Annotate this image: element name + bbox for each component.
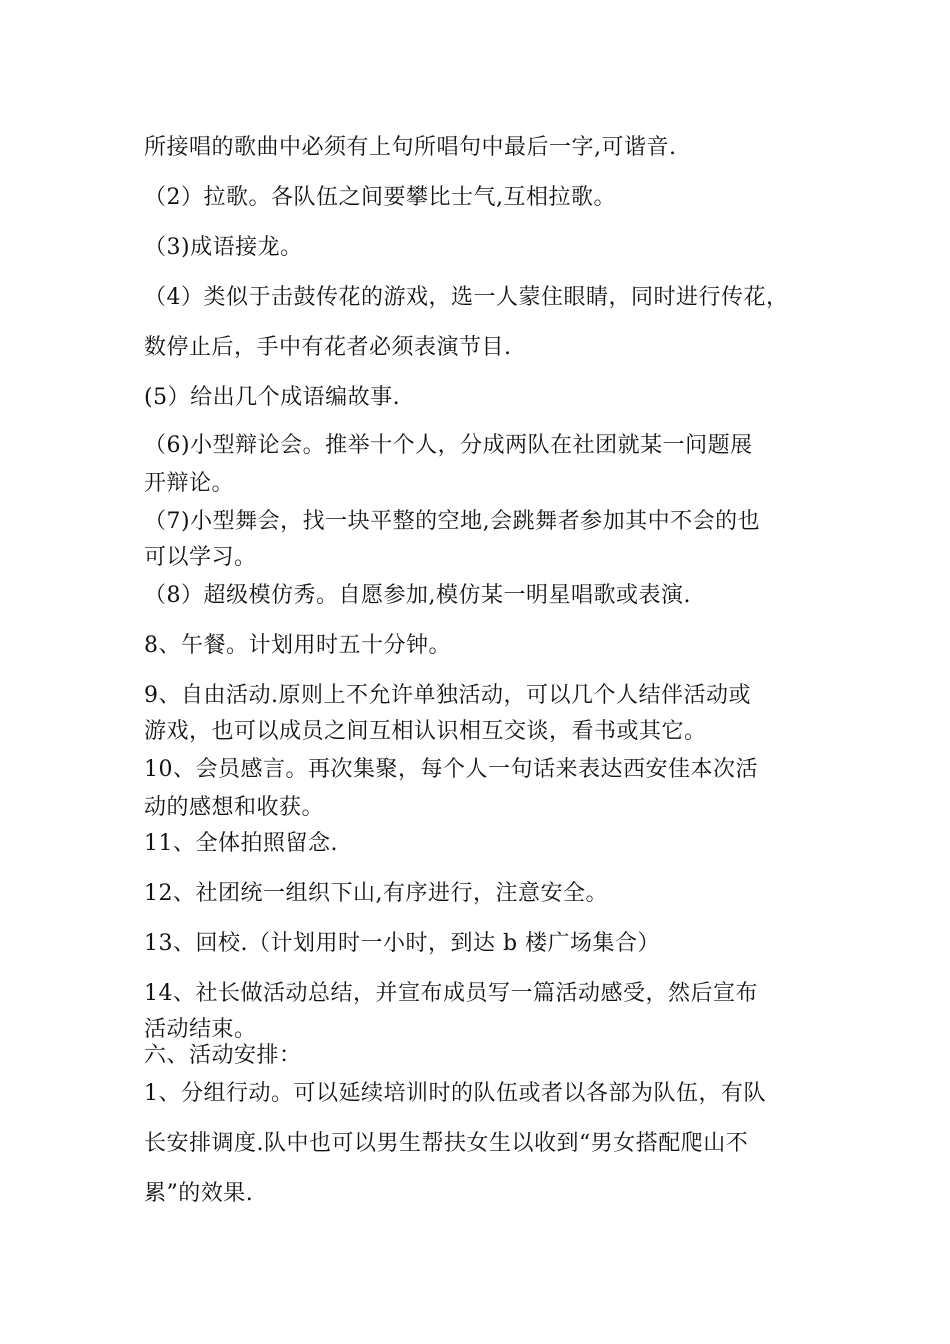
text-line: 长安排调度.队中也可以男生帮扶女生以收到“男女搭配爬山不 (144, 1131, 749, 1156)
text-line: 9、自由活动.原则上不允许单独活动，可以几个人结伴活动或 (144, 683, 751, 708)
text-line: （4）类似于击鼓传花的游戏，选一人蒙住眼睛，同时进行传花， (144, 285, 789, 310)
text-line: 1、分组行动。可以延续培训时的队伍或者以各部为队伍，有队 (144, 1081, 766, 1106)
text-line: 11、全体拍照留念. (144, 831, 338, 856)
text-line: 累”的效果. (144, 1181, 254, 1206)
text-line: 动的感想和收获。 (144, 795, 325, 820)
text-line: 可以学习。 (144, 545, 257, 570)
text-line: 所接唱的歌曲中必须有上句所唱句中最后一字,可谐音. (144, 135, 677, 160)
text-line: （3)成语接龙。 (144, 235, 303, 260)
text-line: 游戏，也可以成员之间互相认识相互交谈，看书或其它。 (144, 719, 707, 744)
text-line: 8、午餐。计划用时五十分钟。 (144, 633, 451, 658)
text-line: 12、社团统一组织下山,有序进行，注意安全。 (144, 881, 608, 906)
text-line: （2）拉歌。各队伍之间要攀比士气,互相拉歌。 (144, 185, 616, 210)
text-line: （6)小型辩论会。推举十个人，分成两队在社团就某一问题展 (144, 433, 753, 458)
text-line: （7)小型舞会，找一块平整的空地,会跳舞者参加其中不会的也 (144, 509, 761, 534)
text-line: 10、会员感言。再次集聚，每个人一句话来表达西安佳本次活 (144, 757, 758, 782)
section-heading: 六、活动安排： (144, 1043, 302, 1068)
text-line: 14、社长做活动总结，并宣布成员写一篇活动感受，然后宣布 (144, 981, 758, 1006)
text-line: 13、回校.（计划用时一小时，到达 b 楼广场集合） (144, 931, 661, 956)
text-line: 数停止后，手中有花者必须表演节目. (144, 335, 512, 360)
text-line: （8）超级模仿秀。自愿参加,模仿某一明星唱歌或表演. (144, 583, 691, 608)
text-line: (5）给出几个成语编故事. (144, 385, 401, 410)
text-line: 活动结束。 (144, 1017, 257, 1042)
text-line: 开辩论。 (144, 471, 235, 496)
